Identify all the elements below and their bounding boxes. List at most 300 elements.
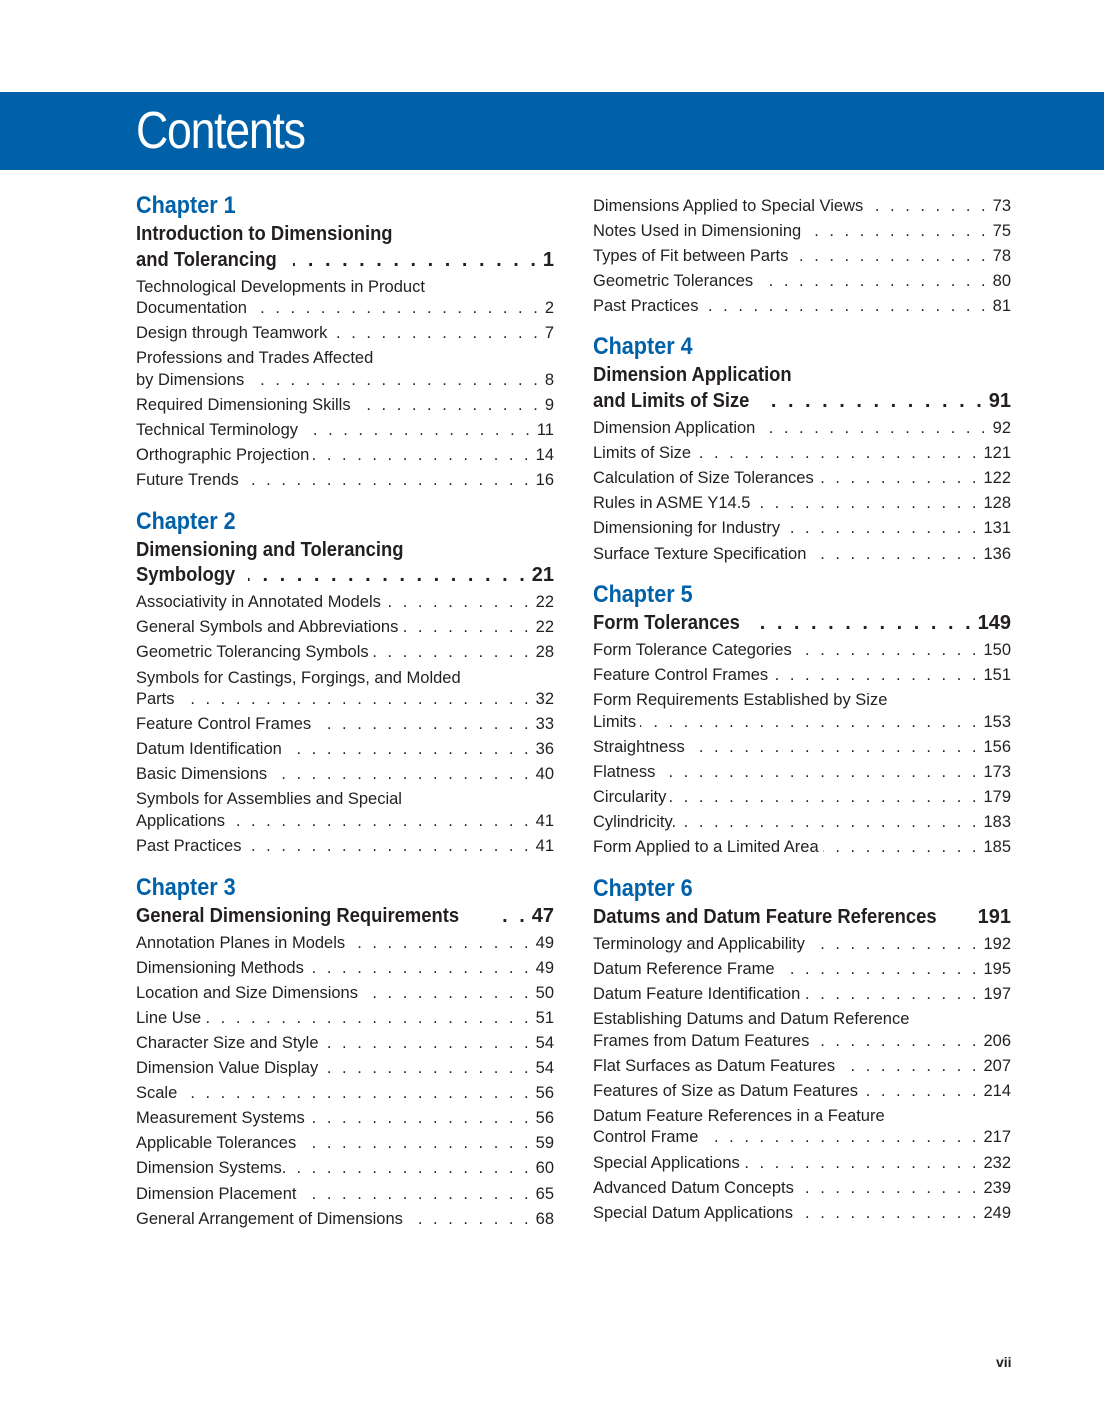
leader-dots [293,248,539,274]
toc-entry[interactable] [593,959,1011,981]
contents-banner [0,92,1104,170]
toc-page-number: 22 [535,618,554,637]
toc-entry-line [136,764,554,786]
toc-entry-text: Required Dimensioning Skills [136,395,351,414]
chapter-title-line [136,538,554,564]
leader-dots [757,271,988,293]
toc-entry-line [136,298,554,320]
toc-entry[interactable] [593,762,1011,784]
toc-entry-line [136,811,554,833]
toc-entry-text: General Arrangement of Dimensions [136,1209,403,1228]
toc-page-number: 131 [983,519,1011,538]
page-number: vii [996,1354,1012,1370]
toc-entry-line [593,812,1011,834]
chapter-title-line[interactable] [136,563,554,589]
toc-page-number: 7 [544,324,554,343]
chapter-section [593,873,1011,1224]
chapter-section [593,331,1011,565]
toc-page-number: 195 [983,959,1011,978]
chapter-page-number: 1 [542,248,554,271]
toc-entry[interactable] [136,1158,554,1180]
toc-entry-line [136,470,554,492]
toc-entry[interactable] [593,1153,1011,1175]
chapter-title-line[interactable] [593,389,1011,415]
chapter-title [593,611,1011,637]
chapter-page-number: 21 [531,564,554,587]
page-title: Contents [136,102,305,160]
toc-entry[interactable] [593,837,1011,859]
toc-entry-text: Features of Size as Datum Features [593,1081,859,1100]
toc-entry-text: Applicable Tolerances [136,1134,297,1153]
toc-page-number: 151 [983,666,1011,685]
toc-page-number: 214 [983,1081,1011,1100]
leader-dots [772,665,979,687]
toc-entry[interactable] [593,640,1011,662]
toc-page-number: 156 [983,737,1011,756]
toc-entry-line [136,323,554,345]
toc-entry-line [593,837,1011,859]
toc-entry-text: Documentation [136,299,247,318]
toc-entry-line [136,714,554,736]
leader-dots [313,445,531,467]
toc-page-number: 16 [535,471,554,490]
toc-entry-text: Form Applied to a Limited Area [593,838,819,857]
toc-entry-text: Applications [136,811,225,830]
toc-entry-text: Basic Dimensions [136,765,268,784]
toc-entry-line [593,737,1011,759]
toc-entry[interactable] [136,470,554,492]
toc-entry-text: Circularity [593,788,667,807]
toc-entry-text: Line Use [136,1008,202,1027]
toc-entry-text: Dimension Placement [136,1184,297,1203]
toc-entry-line [593,1081,1011,1103]
chapter-section [593,579,1011,859]
toc-entry[interactable] [593,690,1011,733]
toc-entry-line [593,296,1011,318]
toc-entry-line [136,1209,554,1231]
chapter-section [593,196,1011,318]
toc-page-number: 122 [983,469,1011,488]
toc-entry[interactable] [136,739,554,761]
toc-page-number: 121 [983,444,1011,463]
toc-entry-text: Datum Feature References in a Feature [593,1106,885,1125]
toc-entry-text: Orthographic Projection [136,446,310,465]
leader-dots [181,1083,531,1105]
toc-entry-text: Design through Teamwork [136,324,328,343]
toc-entry-text: Future Trends [136,471,239,490]
toc-entry[interactable] [593,1056,1011,1078]
leader-dots [309,1108,532,1130]
toc-entry[interactable] [136,933,554,955]
leader-dots [970,905,973,931]
toc-entry-line [593,518,1011,540]
toc-page-number: 33 [535,715,554,734]
toc-page-number: 73 [992,196,1011,215]
leader-dots [302,420,533,442]
leader-dots [290,1158,531,1180]
toc-entry-line [593,1031,1011,1053]
toc-page-number: 49 [535,933,554,952]
chapter-title [593,905,1011,931]
chapter-heading: Chapter 6 [593,874,693,902]
chapter-title-text: Form Tolerances [593,612,740,635]
leader-dots [491,904,528,930]
chapter-title [136,222,554,273]
chapter-heading: Chapter 4 [593,333,693,361]
toc-entry[interactable] [136,617,554,639]
toc-page-number: 51 [535,1008,554,1027]
chapter-section [136,506,554,858]
toc-entry[interactable] [593,493,1011,515]
toc-page-number: 8 [544,370,554,389]
chapter-heading: Chapter 2 [136,507,236,535]
toc-entry[interactable] [593,665,1011,687]
leader-dots [839,1056,979,1078]
toc-entry-text: Dimensioning for Industry [593,519,781,538]
toc-page-number: 150 [983,641,1011,660]
leader-dots [689,737,980,759]
leader-dots [271,764,532,786]
chapter-section [136,872,554,1231]
toc-entry-line [136,617,554,639]
leader-dots [640,712,979,734]
toc-entry-text: Flat Surfaces as Datum Features [593,1056,836,1075]
toc-page-number: 11 [536,420,554,439]
toc-entry[interactable] [593,1106,1011,1149]
chapter-title-line [593,363,1011,389]
toc-entry-line [593,934,1011,956]
toc-entry-text: Associativity in Annotated Models [136,593,381,612]
chapter-title-text: Symbology [136,564,236,587]
leader-dots [804,984,979,1006]
leader-dots [179,689,532,711]
toc-entry-text: Geometric Tolerances [593,271,754,290]
leader-dots [867,196,988,218]
toc-entry[interactable] [136,642,554,664]
toc-entry-line [593,271,1011,293]
leader-dots [779,959,980,981]
toc-entry-line [593,665,1011,687]
toc-page-number: 54 [535,1033,554,1052]
toc-entry-text: Dimension Application [593,419,756,438]
toc-page-number: 153 [983,712,1011,731]
leader-dots [315,714,531,736]
toc-column-right [593,192,1011,1224]
chapter-title-line[interactable] [136,904,554,930]
leader-dots [349,933,532,955]
toc-entry-text: Professions and Trades Affected [136,349,374,368]
toc-entry-line [593,640,1011,662]
leader-dots [229,811,532,833]
chapter-section [136,190,554,492]
toc-entry-text: Notes Used in Dimensioning [593,221,802,240]
leader-dots [331,323,540,345]
toc-entry-line [136,370,554,392]
leader-dots [245,836,531,858]
leader-dots [695,443,979,465]
toc-entry-text: Establishing Datums and Datum Reference [593,1010,910,1029]
toc-entry[interactable] [593,737,1011,759]
toc-entry-line [136,739,554,761]
toc-entry[interactable] [136,668,554,711]
toc-entry[interactable] [593,296,1011,318]
toc-entry[interactable] [593,418,1011,440]
toc-entry-line [593,712,1011,734]
toc-entry-text: Surface Texture Specification [593,544,807,563]
chapter-title-text: Dimension Application [593,364,792,387]
toc-entry-line [593,418,1011,440]
toc-entry-line [136,445,554,467]
leader-dots [286,739,532,761]
toc-entry-text: Special Datum Applications [593,1203,793,1222]
leader-dots [759,418,988,440]
leader-dots [385,592,532,614]
toc-entry-line [136,1158,554,1180]
leader-dots [810,544,979,566]
toc-page-number: 183 [983,813,1011,832]
toc-entry[interactable] [136,958,554,980]
toc-entry-line [136,836,554,858]
chapter-title-line[interactable] [136,248,554,274]
toc-entry-line [593,544,1011,566]
toc-entry-text: Technological Developments in Product [136,277,425,296]
toc-entry[interactable] [593,221,1011,243]
toc-entry-line [593,1153,1011,1175]
leader-dots [792,246,988,268]
toc-entry-text: Annotation Planes in Models [136,933,346,952]
toc-entry[interactable] [136,1033,554,1055]
toc-entry-text: Rules in ASME Y14.5 [593,494,751,513]
leader-dots [373,642,532,664]
toc-entry-text: Feature Control Frames [136,715,312,734]
toc-entry-text: Limits [593,712,637,731]
chapter-title-text: and Limits of Size [593,389,750,412]
toc-entry-text: Frames from Datum Features [593,1031,810,1050]
toc-entry-line [136,420,554,442]
toc-entry[interactable] [136,395,554,417]
toc-page-number: 78 [992,246,1011,265]
toc-entry-text: Dimensioning Methods [136,958,304,977]
toc-entry[interactable] [593,1203,1011,1225]
toc-page-number: 65 [535,1184,554,1203]
toc-entry-text: Straightness [593,737,685,756]
toc-page-number: 68 [535,1209,554,1228]
toc-page-number: 179 [983,788,1011,807]
chapter-title-line[interactable] [593,905,1011,931]
toc-entry-line [593,1056,1011,1078]
toc-entry-text: Datum Reference Frame [593,959,775,978]
toc-entry-line [136,1133,554,1155]
toc-page-number: 59 [535,1134,554,1153]
toc-page-number: 197 [983,985,1011,1004]
toc-entry-text: Location and Size Dimensions [136,983,358,1002]
leader-dots [784,518,979,540]
toc-entry[interactable] [593,934,1011,956]
toc-entry[interactable] [593,787,1011,809]
toc-page-number: 232 [983,1153,1011,1172]
toc-entry[interactable] [593,468,1011,490]
toc-entry-text: General Symbols and Abbreviations [136,618,399,637]
toc-page-number: 49 [535,958,554,977]
toc-entry[interactable] [136,1083,554,1105]
toc-column-left [136,190,554,1230]
toc-entry-text: Symbols for Castings, Forgings, and Molded [136,668,461,687]
toc-entry-line [593,1203,1011,1225]
toc-page-number: 173 [983,763,1011,781]
leader-dots [813,1031,979,1053]
toc-entry-line [136,983,554,1005]
toc-entry[interactable] [136,445,554,467]
leader-dots [659,762,979,784]
toc-entry-line [593,984,1011,1006]
toc-page-number: 128 [983,494,1011,513]
toc-entry-line [593,246,1011,268]
toc-entry[interactable] [136,323,554,345]
leader-dots [248,563,528,589]
toc-entry-line [593,196,1011,218]
leader-dots [205,1008,532,1030]
toc-entry-text: Form Tolerance Categories [593,641,792,660]
toc-entry-text: Feature Control Frames [593,666,769,685]
toc-entry-text: Form Requirements Established by Size [593,691,888,710]
toc-entry[interactable] [136,764,554,786]
toc-entry-line [136,1033,554,1055]
toc-entry[interactable] [136,1133,554,1155]
toc-entry-text: Calculation of Size Tolerances [593,469,814,488]
toc-entry-text: Symbols for Assemblies and Special [136,790,402,809]
chapter-title [136,538,554,589]
toc-entry[interactable] [593,812,1011,834]
leader-dots [798,1178,980,1200]
toc-entry[interactable] [136,277,554,320]
toc-entry-line [593,1127,1011,1149]
toc-entry-line [593,468,1011,490]
toc-entry-text: Special Applications [593,1153,740,1172]
toc-page-number: 14 [535,446,554,465]
toc-entry[interactable] [136,836,554,858]
toc-entry-text: Dimension Value Display [136,1059,319,1078]
toc-entry-line [136,1184,554,1206]
toc-entry[interactable] [136,789,554,832]
toc-page-number: 41 [535,811,554,830]
leader-dots [323,1033,532,1055]
leader-dots [322,1058,531,1080]
leader-dots [702,1127,979,1149]
toc-page-number: 92 [992,419,1011,438]
toc-entry[interactable] [136,1008,554,1030]
toc-entry[interactable] [136,420,554,442]
toc-page-number: 32 [535,690,554,709]
toc-page-number: 206 [983,1031,1011,1050]
toc-page-number: 40 [535,765,554,784]
toc-entry[interactable] [136,983,554,1005]
toc-entry-text: Control Frame [593,1128,699,1147]
toc-entry[interactable] [136,1058,554,1080]
toc-page-number: 41 [535,837,554,855]
toc-entry[interactable] [136,1184,554,1206]
toc-page-number: 217 [983,1128,1011,1147]
toc-page-number: 60 [535,1159,554,1178]
toc-page-number: 56 [535,1084,554,1103]
toc-entry[interactable] [136,592,554,614]
toc-page-number: 36 [535,740,554,759]
leader-dots [805,221,988,243]
leader-dots [744,1153,980,1175]
toc-entry[interactable] [136,1209,554,1231]
toc-entry[interactable] [593,1081,1011,1103]
toc-entry-text: Limits of Size [593,444,692,463]
chapter-title [593,363,1011,414]
toc-entry[interactable] [136,348,554,391]
toc-entry-text: Measurement Systems [136,1109,305,1128]
leader-dots [702,296,988,318]
toc-entry[interactable] [593,443,1011,465]
leader-dots [818,468,980,490]
toc-entry-line [136,592,554,614]
toc-entry[interactable] [593,1178,1011,1200]
leader-dots [407,1209,532,1231]
toc-entry[interactable] [593,1009,1011,1052]
chapter-page-number: 191 [977,905,1011,928]
toc-entry-line [593,221,1011,243]
toc-entry-line [593,443,1011,465]
chapter-title [136,904,554,930]
toc-entry-text: Character Size and Style [136,1033,319,1052]
toc-entry-text: by Dimensions [136,370,245,389]
toc-entry-line [136,1008,554,1030]
leader-dots [757,611,974,637]
toc-entry[interactable] [593,271,1011,293]
chapter-page-number: 47 [531,904,554,927]
toc-entry-text: Past Practices [136,837,242,855]
chapter-title-line[interactable] [593,611,1011,637]
toc-entry[interactable] [136,714,554,736]
toc-entry-line [136,1108,554,1130]
toc-page-number: 22 [535,593,554,612]
chapter-title-text: Datums and Datum Feature References [593,905,937,928]
leader-dots [300,1133,531,1155]
toc-entry-text: Geometric Tolerancing Symbols [136,643,369,662]
leader-dots [862,1081,979,1103]
toc-entry[interactable] [593,518,1011,540]
toc-entry[interactable] [593,544,1011,566]
toc-page-number: 9 [544,395,554,414]
toc-page-number: 249 [983,1203,1011,1222]
chapter-page-number: 91 [988,389,1011,412]
toc-entry-text: Parts [136,690,175,709]
leader-dots [362,983,532,1005]
toc-entry-text: Datum Identification [136,740,282,759]
toc-page-number: 50 [535,983,554,1002]
toc-entry[interactable] [593,984,1011,1006]
toc-entry-text: Terminology and Applicability [593,934,805,953]
toc-entry-text: Past Practices [593,296,699,315]
toc-entry-text: Dimension Systems. [136,1159,287,1178]
toc-entry[interactable] [593,196,1011,218]
leader-dots [243,470,532,492]
toc-entry-line [136,1058,554,1080]
toc-page-number: 54 [535,1059,554,1078]
toc-entry[interactable] [136,1108,554,1130]
chapter-heading: Chapter 1 [136,192,236,219]
toc-entry-line [136,1083,554,1105]
leader-dots [809,934,980,956]
toc-entry-text: Advanced Datum Concepts [593,1178,794,1197]
toc-entry-line [593,959,1011,981]
toc-entry[interactable] [593,246,1011,268]
toc-entry-text: Flatness [593,763,656,781]
toc-entry-line [136,395,554,417]
